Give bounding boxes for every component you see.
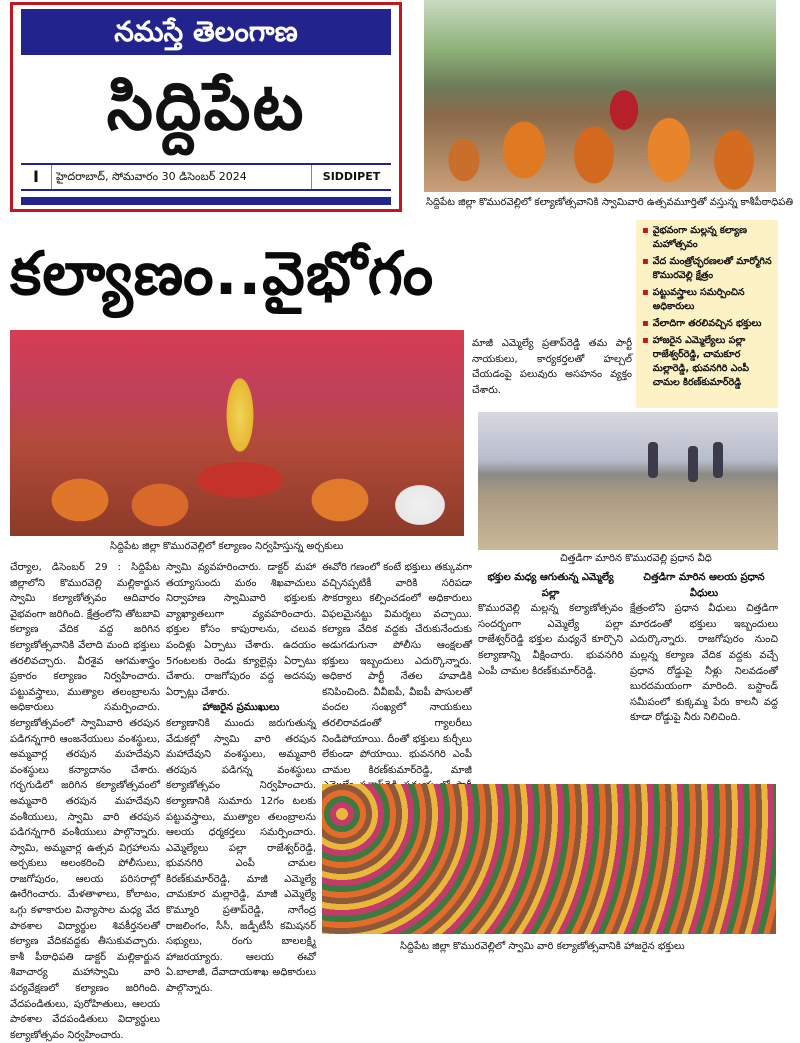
highlights-box	[636, 220, 778, 408]
article-column-5	[630, 570, 778, 778]
subheading-streets: చిత్తడిగా మారిన ఆలయ ప్రధాన వీధులు	[643, 572, 765, 599]
article-column-2-bottom: కల్యాణానికి ముందు జరుగుతున్న వేడుకల్లో స్వామి వారి తరపున మహాదేవుని వంశస్థులు, అమ్మవారి తరపున పడిగన్న వంశస్థులు కల్యాణోత్సవం నిర్వహించారు. కల్యాణానికి సుమారు 12గం టలకు పట్టువస్త్రాలు, ముత్యాల తలంబ్రాలను ఆలయ ధర్మకర్తలు సమర్పించారు. ఎమ్మెల్యేలు పల్లా రాజేశ్వర్‌రెడ్డి, భువనగిరి ఎంపీ చామల కిరణ్‌కుమార్‌రెడ్డి, మాజీ ఎమ్మెల్యే చామకూర మల్లారెడ్డి, మాజీ ఎమ్మెల్యే కొమ్మూరి ప్రతాప్‌రెడ్డి, నాగేంద్ర రాజలింగం, సీసీ, జడ్పీటీసీ కమిషనర్‌ సభ్యులు, రంగు బాలలక్ష్మి హాజరయ్యారు. ఆలయ ఈవో ఏ.బాలాజీ, దేవాదాయశాఖ అధికారులు పాల్గొన్నారు.	[166, 717, 316, 995]
subheading-dignitaries: హాజరైన ప్రముఖులు	[202, 702, 280, 714]
subheading-mla: భక్తుల మధ్య ఆగుతున్న ఎమ్మెల్యే పల్లా	[487, 572, 614, 599]
bullet-icon: ▪	[642, 287, 649, 298]
bullet-icon: ▪	[642, 225, 649, 236]
masthead	[10, 2, 402, 212]
place-label: SIDDIPET	[311, 165, 391, 189]
bullet-icon: ▪	[642, 318, 649, 329]
bullet-icon: ▪	[642, 335, 649, 346]
procession-photo	[424, 0, 776, 192]
edition-mark: I	[33, 167, 39, 186]
crowd-caption: సిద్దిపేట జిల్లా కొమురవెల్లిలో స్వామి వారి కల్యాణోత్సవానికి హాజరైన భక్తులు	[400, 941, 685, 952]
article-lead-right: మాజీ ఎమ్మెల్యే ప్రతాప్‌రెడ్డి తమ పార్టీ నాయకులు, కార్యకర్తలతో హల్చల్‌ చేయడంపై పలువురు అసహనం వ్యక్తం చేశారు.	[472, 338, 632, 396]
article-column-1: చేర్యాల, డిసెంబర్‌ 29 : సిద్దిపేట జిల్లాలోని కొమురవెల్లి మల్లికార్జున స్వామి కల్యాణోత్సవం ఆదివారం వైభవంగా జరిగింది. క్షేత్రంలోని తోటబావి కల్యాణ వేదిక వద్ద జరిగిన కల్యాణోత్సవానికి వేలాది మంది భక్తులు తరలివచ్చారు. వీరశైవ ఆగమశాస్త్రం ప్రకారం కల్యాణం నిర్వహించారు. పట్టువస్త్రాలు, ముత్యాల తలంబ్రాలను అధికారులు సమర్పించారు. కల్యాణోత్సవంలో స్వామివారి తరపున పడిగన్నగారి ఆంజనేయులు వంశస్థులు, అమ్మవార్ల తరపున మహదేవుని వంశస్థులు కన్యాదానం చేశారు. గర్భగుడిలో జరిగిన కల్యాణోత్సవంలో అమ్మవారి తరపున మహదేవుని వంశీయులు, స్వామి వారి తరపున పడిగన్నగారి వంశీయులు పాల్గొన్నారు. స్వామి, అమ్మవార్ల ఉత్సవ విగ్రహాలను అర్చకులు అలంకరించి పోలీసులు, రాజగోపురం, ఆలయ పరిసరాల్లో ఊరేగించారు. మేళతాళాలు, కోలాటం, ఒగ్గు కళాకారుల విన్యాసాల మధ్య వేద పాఠశాల విద్యార్థుల శివకీర్తనలతో కల్యాణ వేదికవద్దకు తీసుకువచ్చారు. కాశీ పీఠాధిపతి డాక్టర్‌ మల్లికార్జున శివాచార్య మహాస్వామి వారి పర్యవేక్షణలో కల్యాణం జరిగింది. వేదపండితులు, పురోహితులు, ఆలయ పాఠశాల వేదపండితులు విద్యార్థులు కల్యాణోత్సవం నిర్వహించారు.	[10, 562, 160, 1041]
street-caption: చిత్తడిగా మారిన కొమురవెల్లి ప్రధాన వీధి	[560, 553, 712, 564]
procession-caption: సిద్దిపేట జిల్లా కొమురవెల్లిలో కల్యాణోత్సవానికి స్వామివారి ఉత్సవమూర్తితో వస్తున్న కాశీపీఠాధిపతి	[426, 197, 794, 208]
highlight-item: ▪ పట్టువస్త్రాలు సమర్పించిన అధికారులు	[642, 287, 745, 312]
article-column-2-top: స్వామి వ్యవహరించారు. డాక్టర్‌ మహా తయ్యాసుందు మఠం శిఖవాచులు నిర్వాహణ స్వామివారి భక్తులకు వ్యాఖ్యాతలుగా వ్యవహరించారు. భక్తుల కోసం కాపురాలను, చలువ పందిళ్లు ఏర్పాటు చేశారు. ఉదయం 5గంటలకు రెండు క్యూలైన్లు ఏర్పాటు చేశారు. రాజగోపురం వద్ద అదనపు ఏర్పాట్లు చేశారు.	[166, 562, 316, 698]
article-column-2	[166, 560, 316, 995]
edition-name: సిద్దిపేట	[106, 68, 306, 145]
date-line: హైదరాబాద్‌, సోమవారం 30 డిసెంబర్‌ 2024	[51, 165, 311, 189]
crowd-photo	[322, 784, 776, 934]
highlight-item: ▪ వేద మంత్రోచ్ఛరణలతో మార్మోగిన కొమురవెల్లి క్షేత్రం	[642, 256, 772, 281]
ceremony-caption: సిద్దిపేట జిల్లా కొమురవెల్లిలో కల్యాణం నిర్వహిస్తున్న అర్చకులు	[110, 541, 344, 552]
article-column-3: ఈవోరి గణంలో కంటే భక్తులు తక్కువగా వచ్చినప్పటికీ వారికి సరిపడా సౌకర్యాలు కల్పించడంలో అధికారులు విఫలమైనట్టు విమర్శలు వచ్చాయి. కల్యాణ వేదిక వద్దకు చేరుకునేందుకు అడుగడుగునా పోలీసు ఆంక్షలతో భక్తులు ఇబ్బందులు ఎదుర్కొన్నారు. అధికార పార్టీ నేతల హవాడికి కనిపించింది. వీవీఐపీ, వీఐపీ పాసులతో వందల సంఖ్యలో నాయకులు తరలిరావడంతో గ్యాలరీలు నిండిపోయాయి. దీంతో భక్తులు కుర్చీలు లేకుండా పోయాయి. భువనగిరి ఎంపీ చామల కిరణ్‌కుమార్‌రెడ్డి, మాజీ	[322, 562, 472, 776]
highlight-item: ▪ హాజరైన ఎమ్మెల్యేలు పల్లా రాజేశ్వర్‌రెడ్డి, చామకూర మల్లారెడ్డి, భువనగిరి ఎంపీ చామల కిరణ్‌కుమార్‌రెడ్డి	[642, 335, 749, 388]
headline: కల్యాణం..వైభోగం	[10, 239, 435, 309]
article-column-4	[478, 570, 623, 778]
article-column-5-text: క్షేత్రంలోని ప్రధాన వీధులు చిత్తడిగా మారడంతో భక్తులు ఇబ్బందులు ఎదుర్కొన్నారు. రాజగోపురం నుంచి మల్లన్న కల్యాణ వేదిక వద్దకు వచ్చే ప్రధాన రోడ్డుపై నీళ్లు నిలవడంతో బురదమయంగా మారింది. బస్టాండ్‌ సమీపంలో కుక్కమ్మ పేరు కాలనీ వద్ద కూడా రోడ్డుపై నీరు నిలిచింది.	[630, 603, 778, 724]
masthead-rule	[21, 197, 391, 205]
paper-name: నమస్తే తెలంగాణ	[21, 9, 391, 55]
ceremony-photo	[10, 330, 464, 536]
street-photo	[478, 412, 778, 550]
bullet-icon: ▪	[642, 256, 649, 267]
highlight-item: ▪ వేలాదిగా తరలివచ్చిన భక్తులు	[642, 318, 762, 329]
dateline-bar	[21, 163, 391, 191]
highlight-item: ▪ వైభవంగా మల్లన్న కల్యాణ మహోత్సవం	[642, 225, 747, 250]
article-column-4-text: కొమురవెల్లి మల్లన్న కల్యాణోత్సవం సందర్భంగా ఎమ్మెల్యే పల్లా రాజేశ్వర్‌రెడ్డి భక్తుల మధ్యనే కూర్చొని కల్యాణాన్ని వీక్షించారు. భువనగిరి ఎంపీ చామల కిరణ్‌కుమార్‌రెడ్డి.	[478, 603, 623, 677]
